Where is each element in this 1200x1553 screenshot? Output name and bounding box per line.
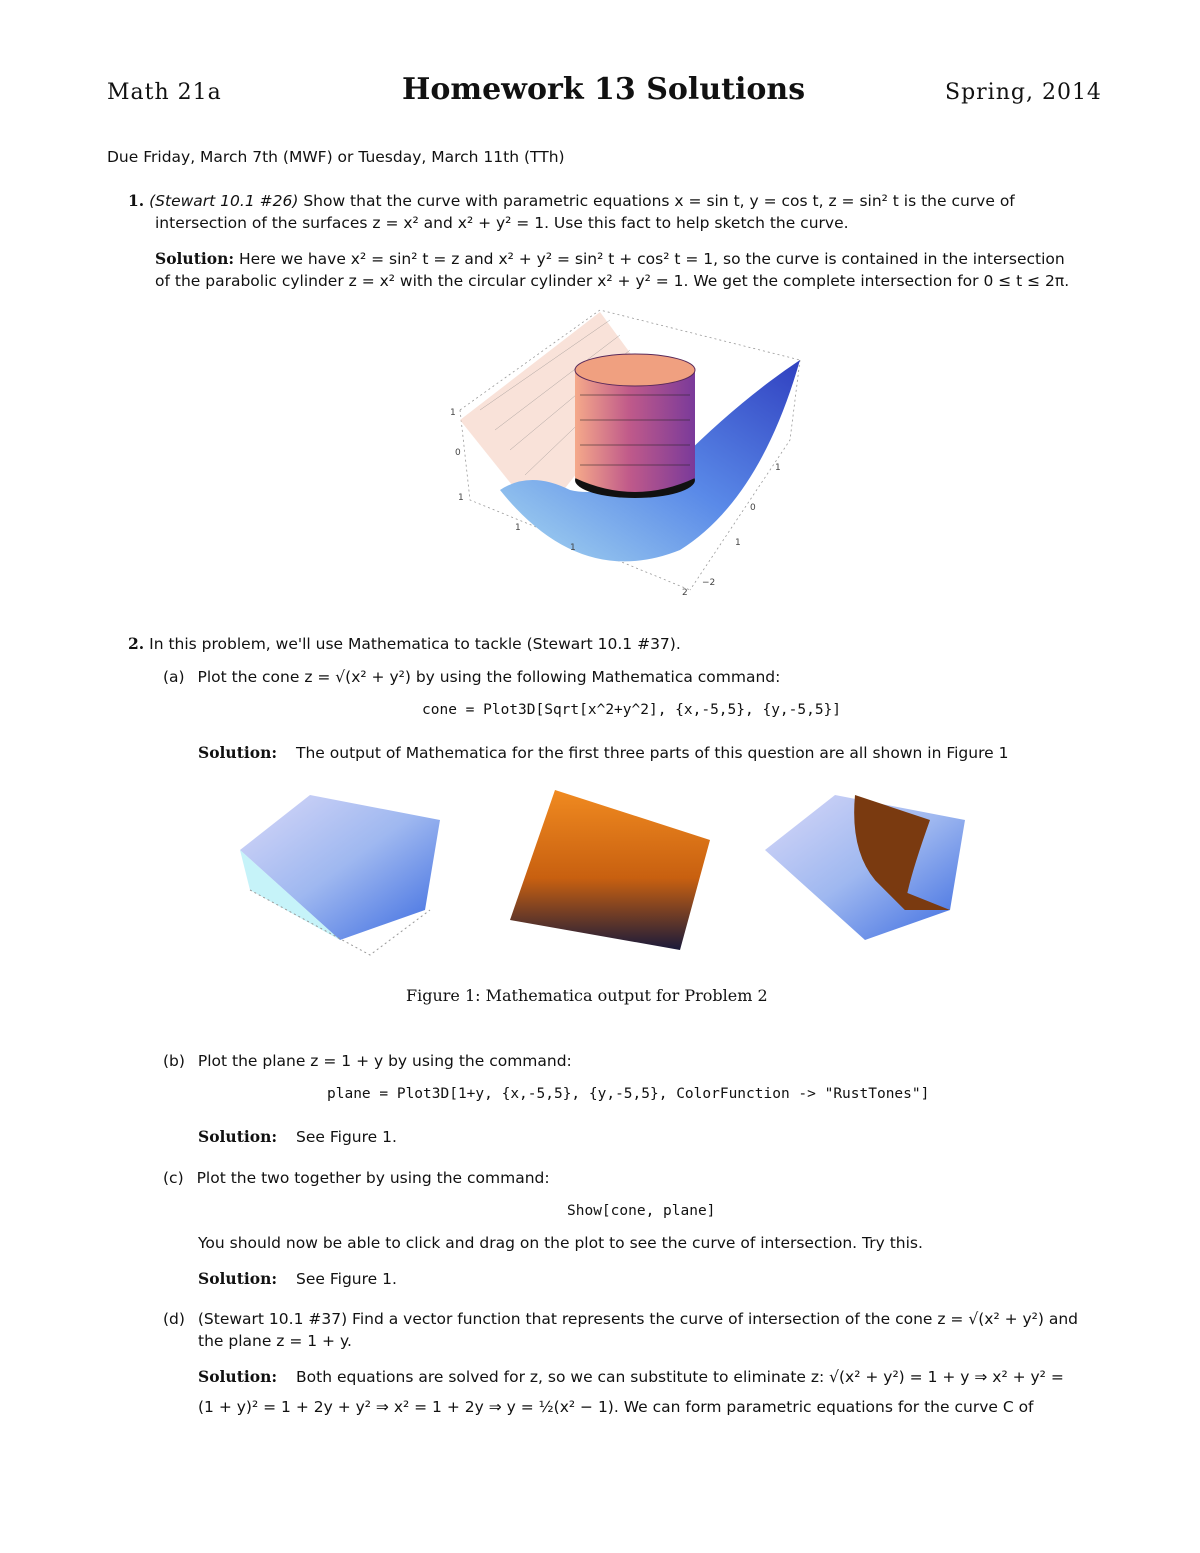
part-text: Plot the two together by using the command: — [196, 1169, 550, 1187]
part-c-solution — [198, 1268, 397, 1290]
tick-label: 0 — [750, 503, 756, 513]
part-text: (Stewart 10.1 #37) Find a vector function that represents the curve of intersection of the cone z = √(x² + y²) and — [197, 1310, 1079, 1328]
course-label: Math 21a — [107, 80, 222, 105]
part-d — [163, 1308, 1103, 1330]
tick-label: 1 — [775, 463, 781, 473]
part-text: Plot the cone z = √(x² + y²) by using the following Mathematica command: — [197, 668, 781, 686]
part-d-solution-2: (1 + y)² = 1 + 2y + y² ⇒ x² = 1 + 2y ⇒ y = ½(x² − 1). We can form parametric equations for the curve C of — [198, 1398, 1034, 1416]
part-a-solution — [198, 742, 1008, 764]
solution-label: Solution: — [198, 743, 278, 762]
tick-label: 1 — [515, 523, 521, 533]
due-date: Due Friday, March 7th (MWF) or Tuesday, March 11th (TTh) — [107, 148, 565, 166]
problem-text-2: intersection of the surfaces z = x² and x² + y² = 1. Use this fact to help sketch the curve. — [155, 214, 849, 232]
tick-label: 2 — [682, 588, 688, 598]
figure-caption: Figure 1: Mathematica output for Problem 2 — [406, 986, 768, 1005]
solution-label: Solution: — [155, 249, 235, 268]
tick-label: −2 — [702, 578, 716, 588]
code-cone: cone = Plot3D[Sqrt[x^2+y^2], {x,-5,5}, {y,-5,5}] — [422, 702, 842, 718]
part-b — [163, 1050, 572, 1072]
part-label: (d) — [163, 1310, 185, 1328]
tick-label: 1 — [450, 408, 456, 418]
solution-text: See Figure 1. — [296, 1128, 397, 1146]
solution-label: Solution: — [198, 1269, 278, 1288]
cone-plot — [230, 780, 450, 960]
solution-1 — [155, 248, 1115, 270]
tick-label: 1 — [735, 538, 741, 548]
code-plane: plane = Plot3D[1+y, {x,-5,5}, {y,-5,5}, ColorFunction -> "RustTones"] — [327, 1086, 930, 1102]
parametric-curve-figure — [440, 300, 820, 600]
tick-label: 1 — [458, 493, 464, 503]
part-label: (b) — [163, 1052, 185, 1070]
problem-number: 1. — [128, 191, 145, 210]
term-label: Spring, 2014 — [945, 80, 1102, 105]
problem-ref: (Stewart 10.1 #26) — [149, 192, 299, 210]
cone-surface — [240, 795, 440, 940]
problem-text-1: Show that the curve with parametric equations x = sin t, y = cos t, z = sin² t is the curve of — [303, 192, 1015, 210]
problem-number: 2. — [128, 634, 145, 653]
plane-plot — [495, 785, 715, 955]
problem-1 — [128, 190, 1108, 212]
part-c — [163, 1167, 550, 1189]
plane-surface — [510, 790, 710, 950]
circular-cylinder — [575, 370, 695, 492]
part-label: (c) — [163, 1169, 184, 1187]
part-label: (a) — [163, 668, 185, 686]
solution-text-1: Here we have x² = sin² t = z and x² + y² = sin² t + cos² t = 1, so the curve is contained in the intersection — [239, 250, 1065, 268]
solution-text: The output of Mathematica for the first three parts of this question are all shown in Figure 1 — [296, 744, 1009, 762]
combined-plot — [755, 780, 975, 960]
solution-text: See Figure 1. — [296, 1270, 397, 1288]
page-title: Homework 13 Solutions — [402, 72, 806, 107]
solution-text-2: of the parabolic cylinder z = x² with the circular cylinder x² + y² = 1. We get the complete intersection for 0 ≤ t ≤ 2π. — [155, 272, 1070, 290]
problem-text: In this problem, we'll use Mathematica to tackle (Stewart 10.1 #37). — [149, 635, 681, 653]
solution-label: Solution: — [198, 1127, 278, 1146]
problem-2-intro — [128, 633, 681, 655]
tick-label: 1 — [570, 543, 576, 553]
part-c-text-2: You should now be able to click and drag on the plot to see the curve of intersection. Try this. — [198, 1234, 923, 1252]
part-text: Plot the plane z = 1 + y by using the command: — [197, 1052, 572, 1070]
cylinder-top — [575, 354, 695, 386]
code-show: Show[cone, plane] — [567, 1203, 716, 1219]
part-b-solution — [198, 1126, 397, 1148]
solution-label: Solution: — [198, 1367, 278, 1386]
tick-label: 0 — [455, 448, 461, 458]
solution-text: Both equations are solved for z, so we can substitute to eliminate z: √(x² + y²) = 1 + y ⇒ x² + y² = — [296, 1368, 1064, 1386]
part-d-text-2: the plane z = 1 + y. — [198, 1332, 352, 1350]
part-a — [163, 666, 780, 688]
part-d-solution — [198, 1366, 1108, 1388]
